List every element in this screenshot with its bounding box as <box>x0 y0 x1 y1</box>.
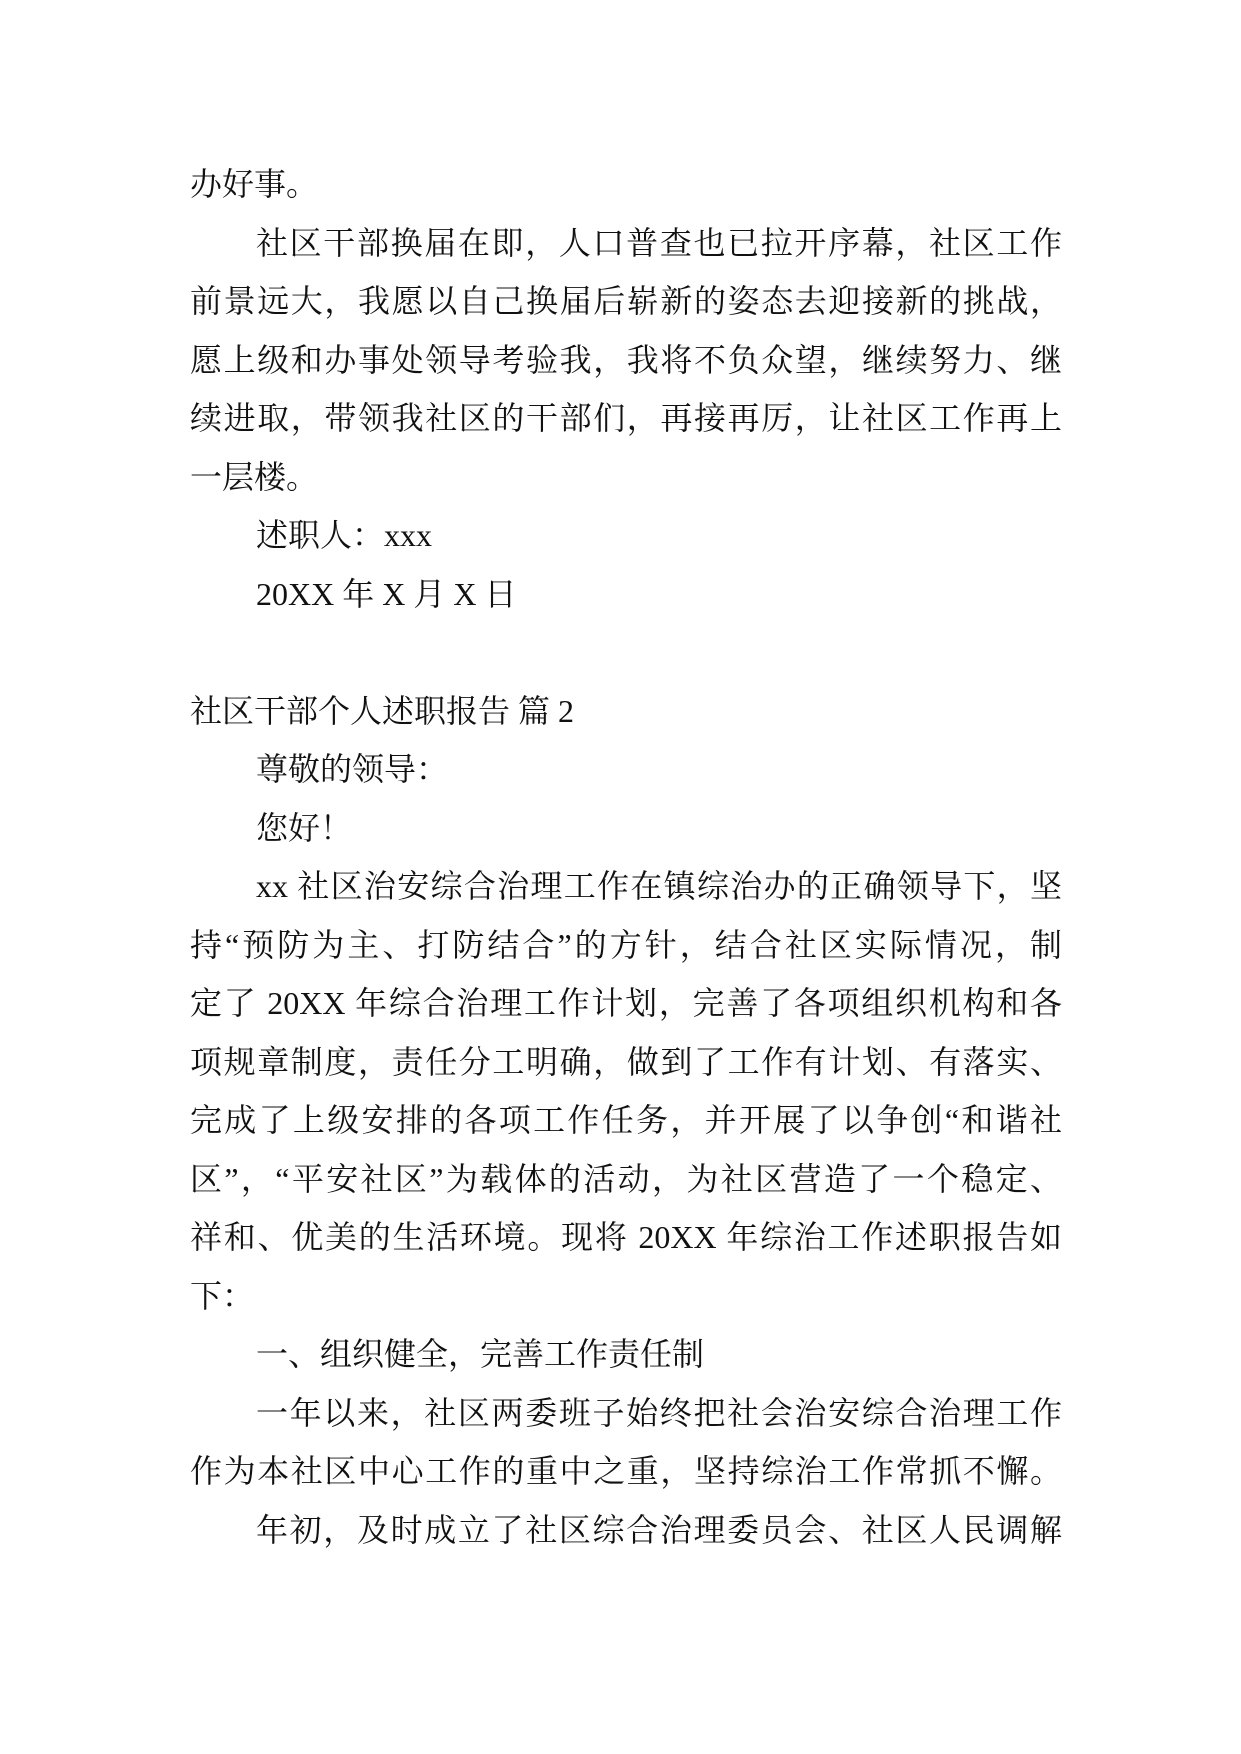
paragraph-line: 年初，及时成立了社区综合治理委员会、社区人民调解 <box>256 1511 1062 1548</box>
paragraph-line: 持“预防为主、打防结合”的方针，结合社区实际情况，制 <box>190 926 1062 963</box>
paragraph-line: 愿上级和办事处领导考验我，我将不负众望，继续努力、继 <box>190 341 1062 378</box>
paragraph-line: 一年以来，社区两委班子始终把社会治安综合治理工作 <box>256 1394 1062 1431</box>
page-body <box>190 155 1062 1559</box>
paragraph-line: 社区干部换届在即，人口普查也已拉开序幕，社区工作 <box>256 224 1062 261</box>
section-title: 社区干部个人述职报告 篇 2 <box>190 692 575 729</box>
salutation: 尊敬的领导： <box>256 751 449 787</box>
outlook-paragraph <box>190 214 1062 507</box>
paragraph-line: 区”，“平安社区”为载体的活动，为社区营造了一个稳定、 <box>190 1160 1062 1197</box>
paragraph-line: 定了 20XX 年综合治理工作计划，完善了各项组织机构和各 <box>190 985 1062 1021</box>
body-paragraph <box>190 1501 1062 1560</box>
paragraph-line: 作为本社区中心工作的重中之重，坚持综治工作常抓不懈。 <box>190 1453 1062 1489</box>
section-heading: 一、组织健全，完善工作责任制 <box>256 1336 705 1372</box>
paragraph-line: 下： <box>190 1277 255 1314</box>
paragraph-line: 前景远大，我愿以自己换届后崭新的姿态去迎接新的挑战， <box>190 283 1062 319</box>
greeting: 您好！ <box>256 809 353 846</box>
report-date: 20XX 年 X 月 X 日 <box>256 575 517 612</box>
signature: 述职人：xxx <box>256 517 433 553</box>
paragraph-line: 项规章制度，责任分工明确，做到了工作有计划、有落实、 <box>190 1043 1062 1080</box>
paragraph-line: 祥和、优美的生活环境。现将 20XX 年综治工作述职报告如 <box>190 1219 1062 1255</box>
paragraph-line: 完成了上级安排的各项工作任务，并开展了以争创“和谐社 <box>190 1102 1062 1138</box>
paragraph-line: xx 社区治安综合治理工作在镇综治办的正确领导下，坚 <box>256 868 1062 904</box>
body-paragraph <box>190 1384 1062 1501</box>
paragraph-line: 续进取，带领我社区的干部们，再接再厉，让社区工作再上 <box>190 400 1062 436</box>
paragraph-line: 一层楼。 <box>190 458 319 495</box>
paragraph-continuation: 办好事。 <box>190 166 319 202</box>
intro-paragraph <box>190 857 1062 1325</box>
